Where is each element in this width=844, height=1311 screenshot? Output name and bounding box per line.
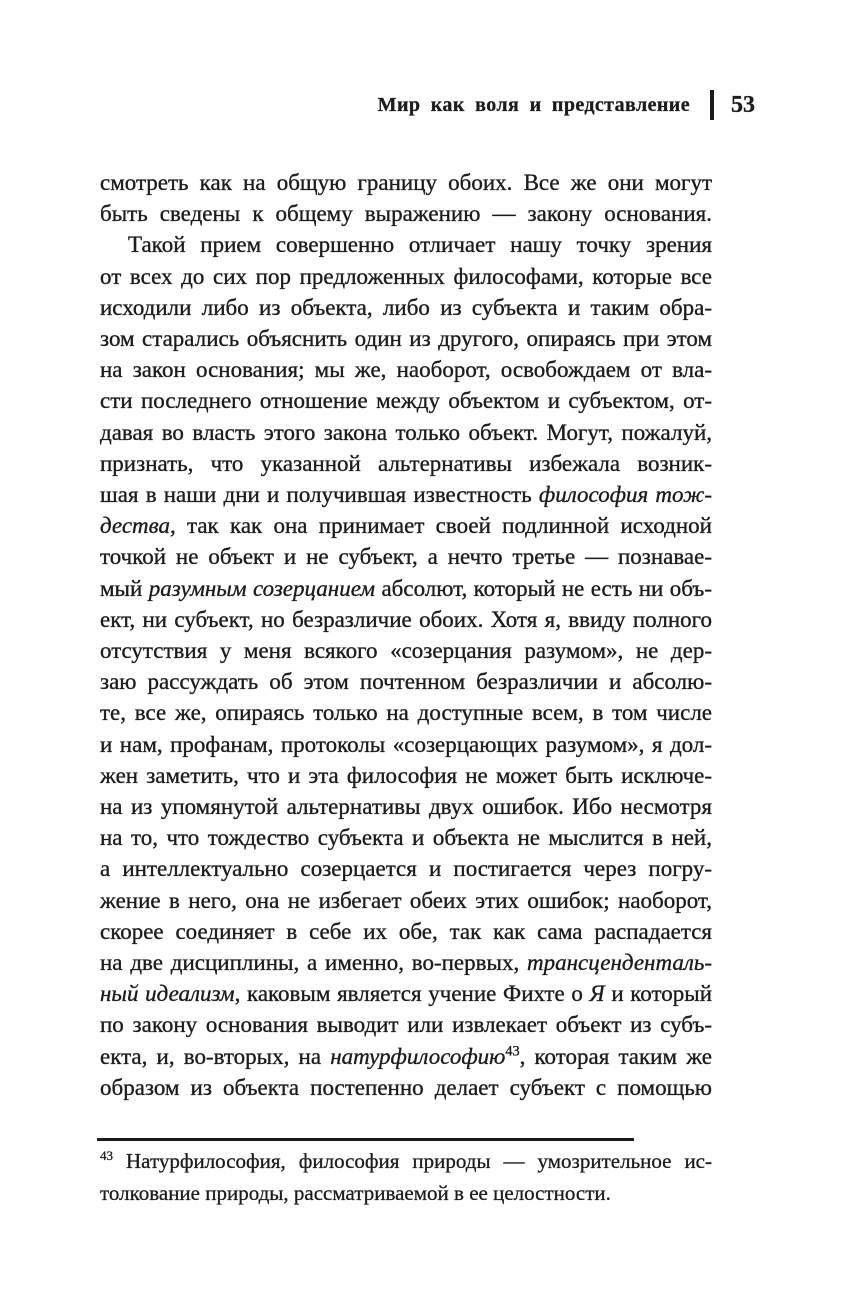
text-line bbox=[100, 697, 712, 728]
text-segment: заю рассуждать об этом почтенном безразличии и абсолю- bbox=[100, 669, 712, 695]
text-segment-italic: дества bbox=[100, 513, 170, 539]
text-segment: и который bbox=[604, 981, 713, 1007]
text-line bbox=[100, 167, 712, 198]
text-segment: на из упомянутой альтернативы двух ошибок. Ибо несмотря bbox=[100, 794, 712, 820]
text-line bbox=[100, 822, 712, 853]
text-line bbox=[100, 1041, 712, 1072]
text-segment-sup: 43 bbox=[100, 1148, 114, 1163]
footnote-separator-rule bbox=[97, 1138, 634, 1141]
text-segment: скорее соединяет в себе их обе, так как сама распадается bbox=[100, 918, 712, 944]
running-head bbox=[378, 90, 755, 120]
text-segment: на две дисциплины, а именно, во-первых, bbox=[100, 950, 527, 976]
text-segment: жен заметить, что и эта философия не может быть исключе- bbox=[100, 762, 712, 788]
text-segment: шая в наши дни и получившая известность bbox=[100, 482, 539, 508]
text-segment: жение в него, она не избегает обеих этих ошибок; наоборот, bbox=[100, 887, 712, 913]
text-line bbox=[100, 292, 712, 323]
text-segment: толкование природы, рассматриваемой в ее целостности. bbox=[100, 1180, 611, 1205]
text-line bbox=[100, 354, 712, 385]
text-segment: абсолют, который не есть ни объ- bbox=[375, 575, 712, 601]
text-segment: сти последнего отношение между объектом и субъектом, от- bbox=[100, 388, 712, 414]
text-line bbox=[100, 385, 712, 416]
text-line bbox=[100, 229, 712, 260]
text-line bbox=[100, 853, 712, 884]
text-segment: от всех до сих пор предложенных философами, которые все bbox=[100, 263, 712, 289]
text-line bbox=[100, 760, 712, 791]
text-line bbox=[100, 479, 712, 510]
text-segment: на закон основания; мы же, наоборот, освобождаем от вла- bbox=[100, 357, 712, 383]
text-line bbox=[100, 573, 712, 604]
text-line bbox=[100, 947, 712, 978]
text-segment: , которая таким же bbox=[519, 1043, 712, 1069]
text-segment: точкой не объект и не субъект, а нечто третье — познавае- bbox=[100, 544, 712, 570]
text-line bbox=[100, 417, 712, 448]
text-segment-italic: ный идеализм bbox=[100, 981, 235, 1007]
text-segment-italic: разумным созерцанием bbox=[148, 575, 376, 601]
text-line bbox=[100, 510, 712, 541]
text-segment: давая во власть этого закона только объект. Могут, пожалуй, bbox=[100, 419, 712, 445]
text-segment-italic: философия тож- bbox=[538, 482, 713, 508]
text-segment: Такой прием совершенно отличает нашу точку зрения bbox=[128, 232, 712, 258]
text-segment: Натурфилософия, философия природы — умозрительное ис- bbox=[113, 1149, 712, 1173]
text-segment: те, все же, опираясь только на доступные всем, в том числе bbox=[100, 700, 712, 726]
text-line bbox=[100, 198, 712, 229]
text-line bbox=[100, 729, 712, 760]
text-line bbox=[100, 916, 712, 947]
text-line bbox=[100, 261, 712, 292]
footnote-text bbox=[100, 1146, 712, 1209]
text-segment: зом старались объяснить один из другого, опираясь при этом bbox=[100, 326, 712, 352]
body-text bbox=[100, 167, 712, 1103]
text-segment: отсутствия у меня всякого «созерцания разумом», не дер- bbox=[100, 638, 712, 664]
header-divider-rule bbox=[710, 90, 714, 120]
text-segment: на то, что тождество субъекта и объекта не мыслится в ней, bbox=[100, 825, 712, 851]
text-segment: екта, и, во-вторых, на bbox=[100, 1043, 331, 1069]
text-segment-sup: 43 bbox=[505, 1043, 520, 1060]
text-segment: , так как она принимает своей подлинной исходной bbox=[169, 513, 712, 539]
text-line bbox=[100, 1178, 712, 1210]
text-line bbox=[100, 1146, 712, 1178]
text-line bbox=[100, 541, 712, 572]
text-line bbox=[100, 791, 712, 822]
text-line bbox=[100, 666, 712, 697]
text-line bbox=[100, 604, 712, 635]
text-segment: исходили либо из объекта, либо из субъекта и таким обра- bbox=[100, 294, 712, 320]
text-line bbox=[100, 448, 712, 479]
running-head-title: Мир как воля и представление bbox=[377, 93, 690, 116]
text-segment: а интеллектуально созерцается и постигается через погру- bbox=[100, 856, 712, 882]
page-number: 53 bbox=[731, 91, 755, 118]
text-segment-italic: Я bbox=[589, 981, 605, 1007]
text-line bbox=[100, 885, 712, 916]
text-segment: признать, что указанной альтернативы избежала возник- bbox=[100, 450, 712, 476]
text-segment: , каковым является учение Фихте о bbox=[234, 981, 590, 1007]
text-segment: ект, ни субъект, но безразличие обоих. Хотя я, ввиду полного bbox=[100, 606, 712, 632]
text-segment: по закону основания выводит или извлекает объект из субъ- bbox=[100, 1012, 712, 1038]
text-line bbox=[100, 1009, 712, 1040]
text-line bbox=[100, 1072, 712, 1103]
text-segment: быть сведены к общему выражению — закону основания. bbox=[100, 201, 712, 227]
text-line bbox=[100, 635, 712, 666]
text-segment: образом из объекта постепенно делает субъект с помощью bbox=[100, 1074, 712, 1100]
text-line bbox=[100, 978, 712, 1009]
text-segment: и нам, профанам, протоколы «созерцающих разумом», я дол- bbox=[100, 731, 712, 757]
text-segment: мый bbox=[100, 575, 149, 601]
text-segment: смотреть как на общую границу обоих. Все же они могут bbox=[100, 170, 712, 195]
text-segment-italic: трансценденталь- bbox=[527, 950, 712, 976]
text-line bbox=[100, 323, 712, 354]
text-segment-italic: натурфилософию bbox=[330, 1043, 506, 1069]
